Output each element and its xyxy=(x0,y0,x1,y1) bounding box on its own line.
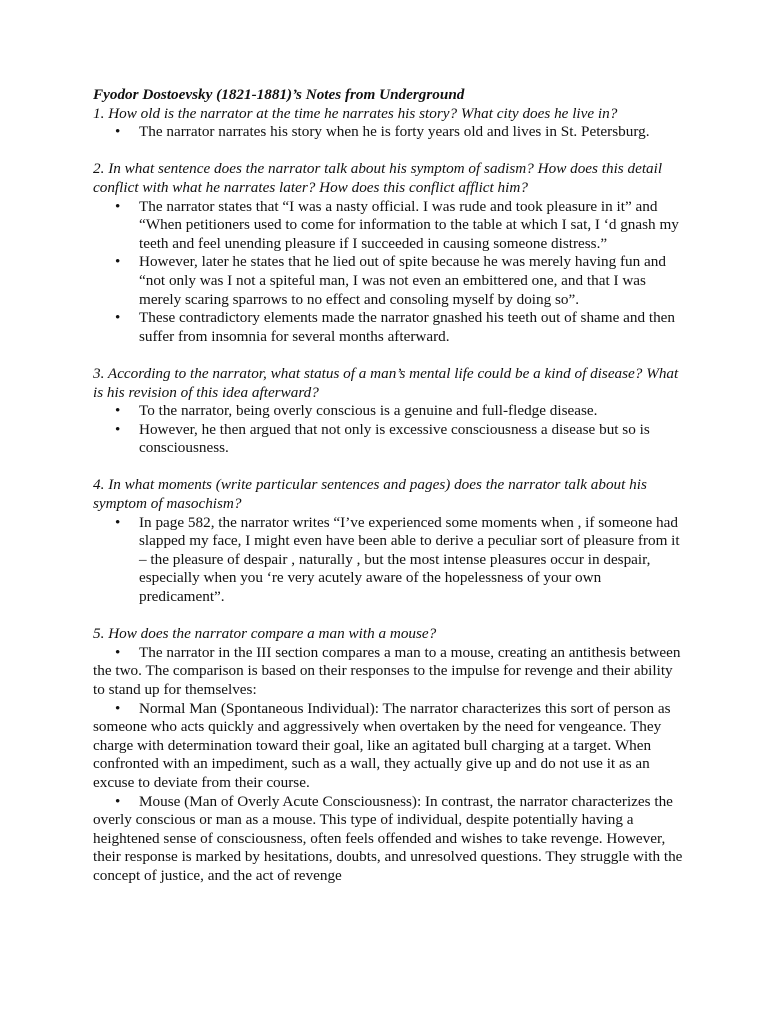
bullet-icon: • xyxy=(115,513,121,531)
spacer xyxy=(93,607,683,626)
question-2: 2. In what sentence does the narrator talk about his symptom of sadism? How does this detail conflict with what he narrates later? How does this conflict afflict him? xyxy=(93,160,663,196)
list-item xyxy=(93,309,683,346)
answer-text: However, he then argued that not only is excessive consciousness a disease but so is consciousness. xyxy=(139,420,650,457)
answer-text: The narrator in the III section compares a man to a mouse, creating an antithesis between the two. The comparison is based on their responses to the impulse for revenge and their ability to stand up for themselves: xyxy=(93,643,681,698)
bullet-icon: • xyxy=(115,309,121,327)
list-item xyxy=(93,198,683,254)
list-item xyxy=(93,514,683,607)
bullet-icon: • xyxy=(115,699,121,717)
list-item xyxy=(93,421,683,458)
spacer xyxy=(93,458,683,477)
question-1: 1. How old is the narrator at the time he narrates his story? What city does he live in? xyxy=(93,104,618,122)
answer-list-1 xyxy=(93,123,683,142)
answer-list-4 xyxy=(93,514,683,607)
spacer xyxy=(93,142,683,161)
answer-text: In page 582, the narrator writes “I’ve experienced some moments when , if someone had slapped my face, I might even have been able to derive a peculiar sort of pleasure from it – the pleasure of despair , naturally , but the most intense pleasures occur in despair, especially when you ‘re very acutely aware of the hopelessness of your own predicament”. xyxy=(139,513,680,606)
inline-bullet-paragraph xyxy=(93,700,683,793)
question-5: 5. How does the narrator compare a man with a mouse? xyxy=(93,625,437,643)
bullet-icon: • xyxy=(115,123,121,141)
list-item xyxy=(93,402,683,421)
answer-list-3 xyxy=(93,402,683,458)
list-item xyxy=(93,253,683,309)
bullet-icon: • xyxy=(115,197,121,215)
answer-list-2 xyxy=(93,198,683,347)
answer-text: Mouse (Man of Overly Acute Consciousness): In contrast, the narrator characterizes the overly conscious or man as a mouse. This type of individual, despite potentially having a heightened sense of consciousness, often feels offended and wishes to take revenge. However, their response is marked by hesitations, doubts, and unresolved questions. They struggle with the concept of justice, and the act of revenge xyxy=(93,792,683,884)
answer-text: These contradictory elements made the narrator gnashed his teeth out of shame and then suffer from insomnia for several months afterward. xyxy=(139,309,676,345)
document-page xyxy=(93,86,683,886)
answer-text: However, later he states that he lied out of spite because he was merely having fun and “not only was I not a spiteful man, I was not even an embittered one, and that I was merely scaring sparrows to no effect and consoling myself by doing so”. xyxy=(139,253,666,308)
answer-text: To the narrator, being overly conscious is a genuine and full-fledge disease. xyxy=(139,402,598,420)
question-3: 3. According to the narrator, what status of a man’s mental life could be a kind of disease? What is his revision of this idea afterward? xyxy=(93,364,679,401)
spacer xyxy=(93,346,683,365)
document-title: Fyodor Dostoevsky (1821-1881)’s Notes from Underground xyxy=(93,86,465,103)
answer-text: The narrator states that “I was a nasty official. I was rude and took pleasure in it” and “When petitioners used to come for information to the table at which I sat, I ‘d gnash my teeth and feel unending pleasure if I succeeded in causing someone distress.” xyxy=(139,197,679,252)
inline-bullet-paragraph xyxy=(93,793,683,886)
inline-bullet-paragraph xyxy=(93,644,683,700)
bullet-icon: • xyxy=(115,420,121,438)
question-4: 4. In what moments (write particular sentences and pages) does the narrator talk about his symptom of masochism? xyxy=(93,476,647,513)
answer-text: The narrator narrates his story when he is forty years old and lives in St. Petersburg. xyxy=(139,123,650,141)
bullet-icon: • xyxy=(115,792,121,810)
bullet-icon: • xyxy=(115,402,121,420)
bullet-icon: • xyxy=(115,643,121,661)
bullet-icon: • xyxy=(115,253,121,271)
list-item xyxy=(93,123,683,142)
answer-text: Normal Man (Spontaneous Individual): The narrator characterizes this sort of person as someone who acts quickly and aggressively when overtaken by the need for vengeance. They charge with determination toward their goal, like an agitated bull charging at a target. When confronted with an impediment, such as a wall, they actually give up and do not use it as an excuse to deviate from their course. xyxy=(93,699,671,791)
